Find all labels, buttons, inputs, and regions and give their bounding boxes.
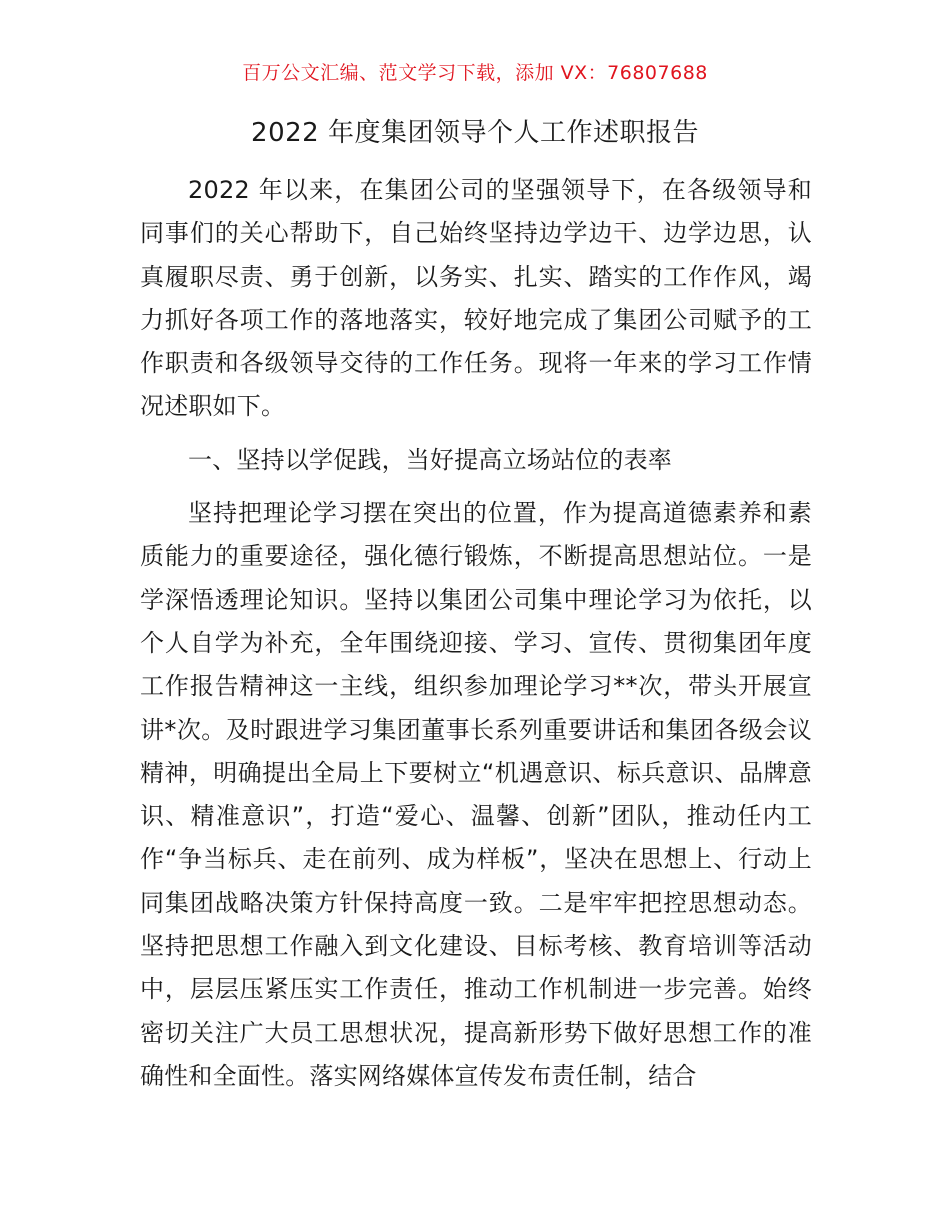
document-body xyxy=(140,169,812,1098)
promo-header: 百万公文汇编、范文学习下载，添加 VX：76807688 xyxy=(242,62,708,84)
paragraph-intro: 2022 年以来，在集团公司的坚强领导下，在各级领导和同事们的关心帮助下，自己始终坚持边学边干、边学边思，认真履职尽责、勇于创新，以务实、扎实、踏实的工作作风，竭力抓好各项工作的落地落实，较好地完成了集团公司赋予的工作职责和各级领导交待的工作任务。现将一年来的学习工作情况述职如下。 xyxy=(140,176,812,421)
page-title: 2022 年度集团领导个人工作述职报告 xyxy=(251,118,699,148)
section-heading-1: 一、坚持以学促践，当好提高立场站位的表率 xyxy=(188,445,672,474)
paragraph-section-1: 坚持把理论学习摆在突出的位置，作为提高道德素养和素质能力的重要途径，强化德行锻炼，不断提高思想站位。一是学深悟透理论知识。坚持以集团公司集中理论学习为依托，以个人自学为补充，全年围绕迎接、学习、宣传、贯彻集团年度工作报告精神这一主线，组织参加理论学习**次，带头开展宣讲*次。及时跟进学习集团董事长系列重要讲话和集团各级会议精神，明确提出全局上下要树立“机遇意识、标兵意识、品牌意识、精准意识”，打造“爱心、温馨、创新”团队，推动任内工作“争当标兵、走在前列、成为样板”，坚决在思想上、行动上同集团战略决策方针保持高度一致。二是牢牢把控思想动态。坚持把思想工作融入到文化建设、目标考核、教育培训等活动中，层层压紧压实工作责任，推动工作机制进一步完善。始终密切关注广大员工思想状况，提高新形势下做好思想工作的准确性和全面性。落实网络媒体宣传发布责任制，结合 xyxy=(140,499,812,1090)
